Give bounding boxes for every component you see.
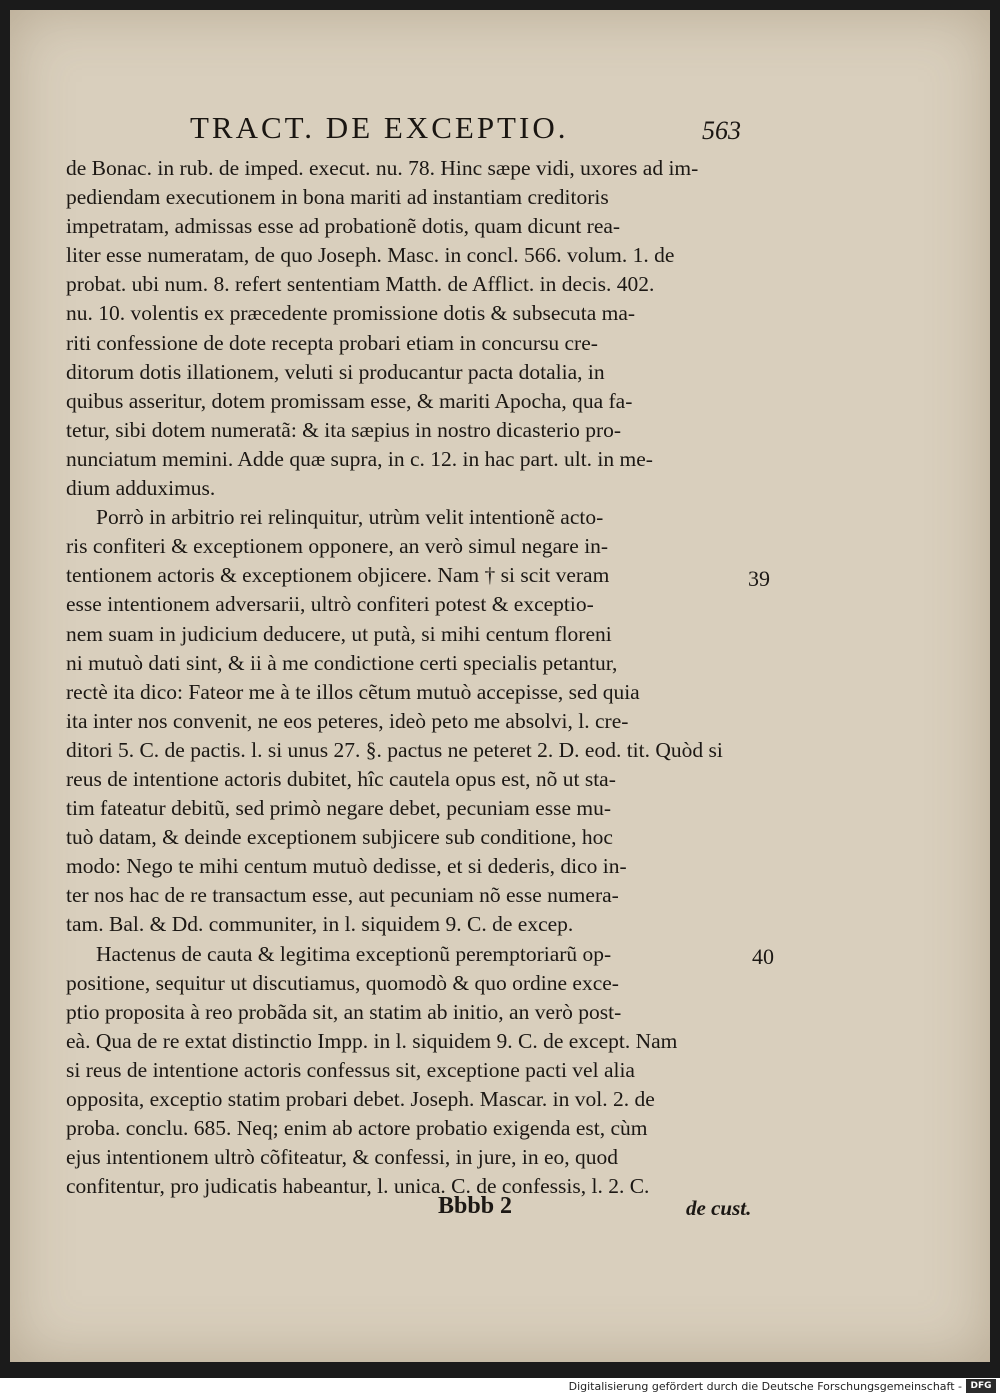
text-line: nem suam in judicium deducere, ut putà, si mihi centum floreni: [66, 621, 612, 646]
catchword: de cust.: [686, 1196, 752, 1220]
text-line: probat. ubi num. 8. refert sententiam Matth. de Afflict. in decis. 402.: [66, 272, 655, 297]
text-line: ditori 5. C. de pactis. l. si unus 27. §. pactus ne peteret 2. D. eod. tit. Quòd si: [66, 737, 723, 762]
text-line: de Bonac. in rub. de imped. execut. nu. 78. Hinc sæpe vidi, uxores ad im-: [66, 156, 699, 180]
dfg-logo-icon: DFG: [966, 1379, 996, 1393]
text-line: ris confiteri & exceptionem opponere, an verò simul negare in-: [66, 534, 609, 559]
text-line: confitentur, pro judicatis habeantur, l. unica. C. de confessis, l. 2. C.: [66, 1174, 650, 1199]
text-line: tentionem actoris & exceptionem objicere. Nam † si scit veram: [66, 563, 610, 588]
running-head: TRACT. DE EXCEPTIO.: [190, 110, 569, 145]
text-line: positione, sequitur ut discutiamus, quomodò & quo ordine exce-: [66, 970, 619, 995]
text-line: ditorum dotis illationem, veluti si producantur pacta dotalia, in: [66, 359, 605, 384]
text-line: riti confessione de dote recepta probari etiam in concursu cre-: [66, 330, 598, 355]
text-line: ejus intentionem ultrò cõfiteatur, & confessi, in jure, in eo, quod: [66, 1145, 619, 1170]
text-line: modo: Nego te mihi centum mutuò dedisse, et si dederis, dico in-: [66, 854, 627, 879]
text-line: proba. conclu. 685. Neq; enim ab actore probatio exigenda est, cùm: [66, 1116, 648, 1141]
text-line: tetur, sibi dotem numeratã: & ita sæpius in nostro dicasterio pro-: [66, 417, 622, 442]
margin-note-40: 40: [752, 944, 774, 969]
text-line: pediendam executionem in bona mariti ad instantiam creditoris: [66, 185, 609, 210]
text-line: esse intentionem adversarii, ultrò confiteri potest & exceptio-: [66, 592, 594, 617]
text-line: eà. Qua de re extat distinctio Impp. in l. siquidem 9. C. de except. Nam: [66, 1028, 678, 1053]
text-line: tim fateatur debitũ, sed primò negare debet, pecuniam esse mu-: [66, 796, 612, 821]
paragraph-start-line: Hactenus de cauta & legitima exceptionũ peremptoriarũ op-: [96, 941, 612, 966]
text-line: ni mutuò dati sint, & ii à me condictione certi specialis petantur,: [66, 650, 618, 675]
text-line: quibus asseritur, dotem promissam esse, & mariti Apocha, qua fa-: [66, 388, 633, 413]
text-line: ita inter nos convenit, ne eos peteres, ideò peto me absolvi, l. cre-: [66, 708, 629, 733]
text-line: nu. 10. volentis ex præcedente promissione dotis & subsecuta ma-: [66, 301, 636, 326]
text-line: ter nos hac de re transactum esse, aut pecuniam nõ esse numera-: [66, 883, 619, 908]
text-line: ptio proposita à reo probãda sit, an statim ab initio, an verò post-: [66, 999, 622, 1024]
text-line: tam. Bal. & Dd. communiter, in l. siquidem 9. C. de excep.: [66, 912, 574, 937]
text-line: si reus de intentione actoris confessus sit, exceptione pacti vel alia: [66, 1057, 635, 1082]
digitization-credit: Digitalisierung gefördert durch die Deutsche Forschungsgemeinschaft -: [568, 1380, 962, 1393]
text-line: rectè ita dico: Fateor me à te illos cẽtum mutuò accepisse, sed quia: [66, 679, 640, 704]
text-line: tuò datam, & deinde exceptionem subjicere sub conditione, hoc: [66, 825, 613, 850]
text-line: impetratam, admissas esse ad probationẽ dotis, quam dicunt rea-: [66, 214, 621, 239]
text-line: reus de intentione actoris dubitet, hîc cautela opus est, nõ ut sta-: [66, 766, 616, 791]
text-line: liter esse numeratam, de quo Joseph. Masc. in concl. 566. volum. 1. de: [66, 243, 675, 268]
margin-note-39: 39: [748, 566, 770, 591]
text-line: opposita, exceptio statim probari debet. Joseph. Mascar. in vol. 2. de: [66, 1087, 655, 1111]
text-line: dium adduximus.: [66, 476, 216, 501]
folio-number: 563: [702, 116, 741, 145]
signature-mark: Bbbb 2: [438, 1193, 513, 1219]
body-text: [66, 154, 752, 1201]
paragraph-start-line: Porrò in arbitrio rei relinquitur, utrùm velit intentionẽ acto-: [96, 505, 604, 530]
text-line: nunciatum memini. Adde quæ supra, in c. 12. in hac part. ult. in me-: [66, 446, 653, 471]
